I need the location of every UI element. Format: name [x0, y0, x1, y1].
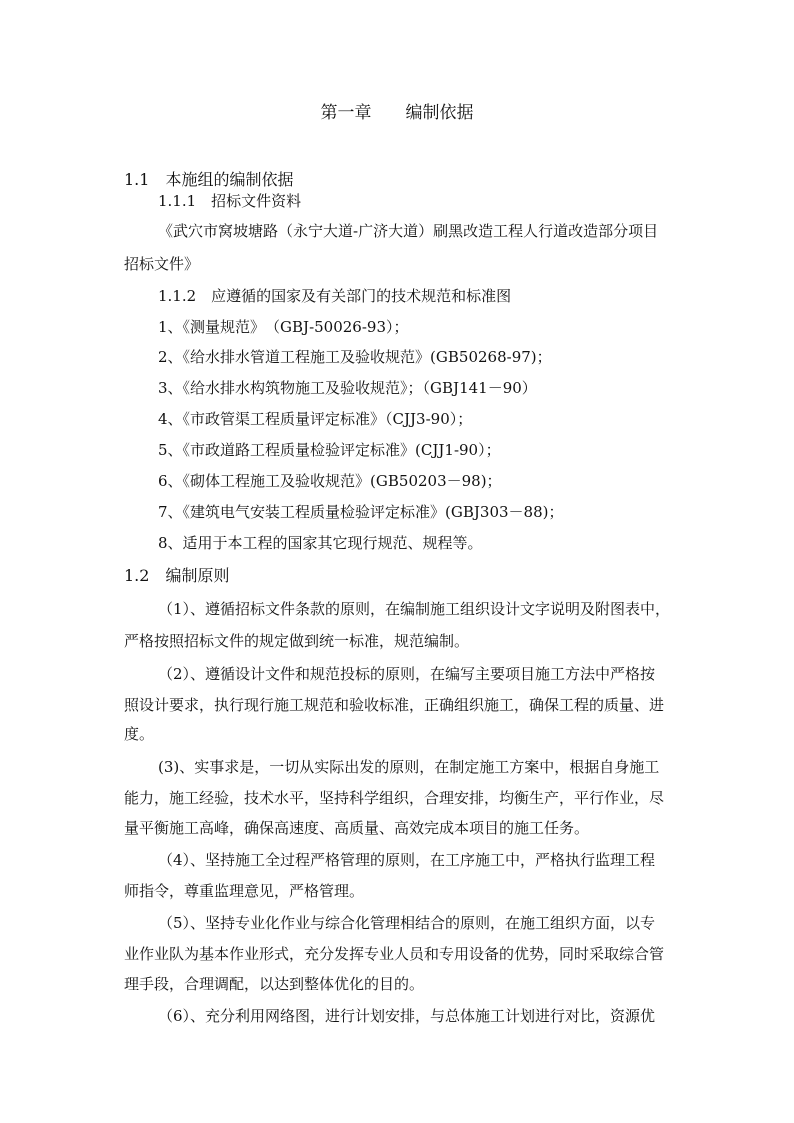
standard-item: 8、适用于本工程的国家其它现行规范、规程等。 [158, 534, 483, 552]
principle-5-line: （5）、坚持专业化作业与综合化管理相结合的原则，在施工组织方面，以专 [158, 914, 656, 932]
principle-4-line: 师指令，尊重监理意见，严格管理。 [124, 882, 365, 900]
principle-3-line: (3)、实事求是，一切从实际出发的原则，在制定施工方案中，根据自身施工 [158, 758, 660, 776]
principle-1-line: （1）、遵循招标文件条款的原则，在编制施工组织设计文字说明及附图表中， [158, 600, 671, 618]
tender-doc-line-2: 招标文件》 [124, 255, 200, 273]
standard-item: 5、《市政道路工程质量检验评定标准》(CJJ1-90）； [158, 441, 501, 459]
standard-item: 2、《给水排水管道工程施工及验收规范》(GB50268-97)； [158, 348, 552, 366]
principle-2-line: 度。 [124, 725, 155, 743]
principle-6-line: （6）、充分利用网络图，进行计划安排，与总体施工计划进行对比，资源优 [158, 1007, 656, 1025]
principle-4-line: （4）、坚持施工全过程严格管理的原则，在工序施工中，严格执行监理工程 [158, 851, 656, 869]
tender-doc-line-1: 《武穴市窝坡塘路（永宁大道-广济大道）刷黑改造工程人行道改造部分项目 [158, 222, 659, 240]
chapter-title: 第一章 编制依据 [320, 103, 474, 123]
principle-1-line: 严格按照招标文件的规定做到统一标准，规范编制。 [124, 632, 470, 650]
standard-item: 1、《测量规范》 （GBJ-50026-93）； [158, 318, 409, 336]
principle-5-line: 业作业队为基本作业形式，充分发挥专业人员和专用设备的优势，同时采取综合管 [124, 945, 665, 963]
section-1-2-heading: 1.2 编制原则 [124, 566, 230, 585]
standard-item: 6、《砌体工程施工及验收规范》(GB50203－98)； [158, 472, 502, 490]
standard-item: 3、《给水排水构筑物施工及验收规范》；（GBJ141－90） [158, 379, 537, 397]
section-1-1-heading: 1.1 本施组的编制依据 [124, 170, 294, 189]
principle-2-line: 照设计要求，执行现行施工规范和验收标准，正确组织施工，确保工程的质量、进 [124, 696, 665, 714]
standard-item: 4、《市政管渠工程质量评定标准》（CJJ3-90）； [158, 410, 473, 428]
principle-2-line: （2）、遵循设计文件和规范投标的原则，在编写主要项目施工方法中严格按 [158, 665, 656, 683]
section-1-1-2-heading: 1.1.2 应遵循的国家及有关部门的技术规范和标准图 [158, 287, 512, 305]
principle-3-line: 能力，施工经验，技术水平，坚持科学组织，合理安排，均衡生产，平行作业，尽 [124, 789, 665, 807]
principle-5-line: 理手段，合理调配，以达到整体优化的目的。 [124, 975, 425, 993]
standard-item: 7、《建筑电气安装工程质量检验评定标准》(GBJ303－88)； [158, 503, 564, 521]
section-1-1-1-heading: 1.1.1 招标文件资料 [158, 192, 302, 210]
principle-3-line: 量平衡施工高峰，确保高速度、高质量、高效完成本项目的施工任务。 [124, 819, 590, 837]
